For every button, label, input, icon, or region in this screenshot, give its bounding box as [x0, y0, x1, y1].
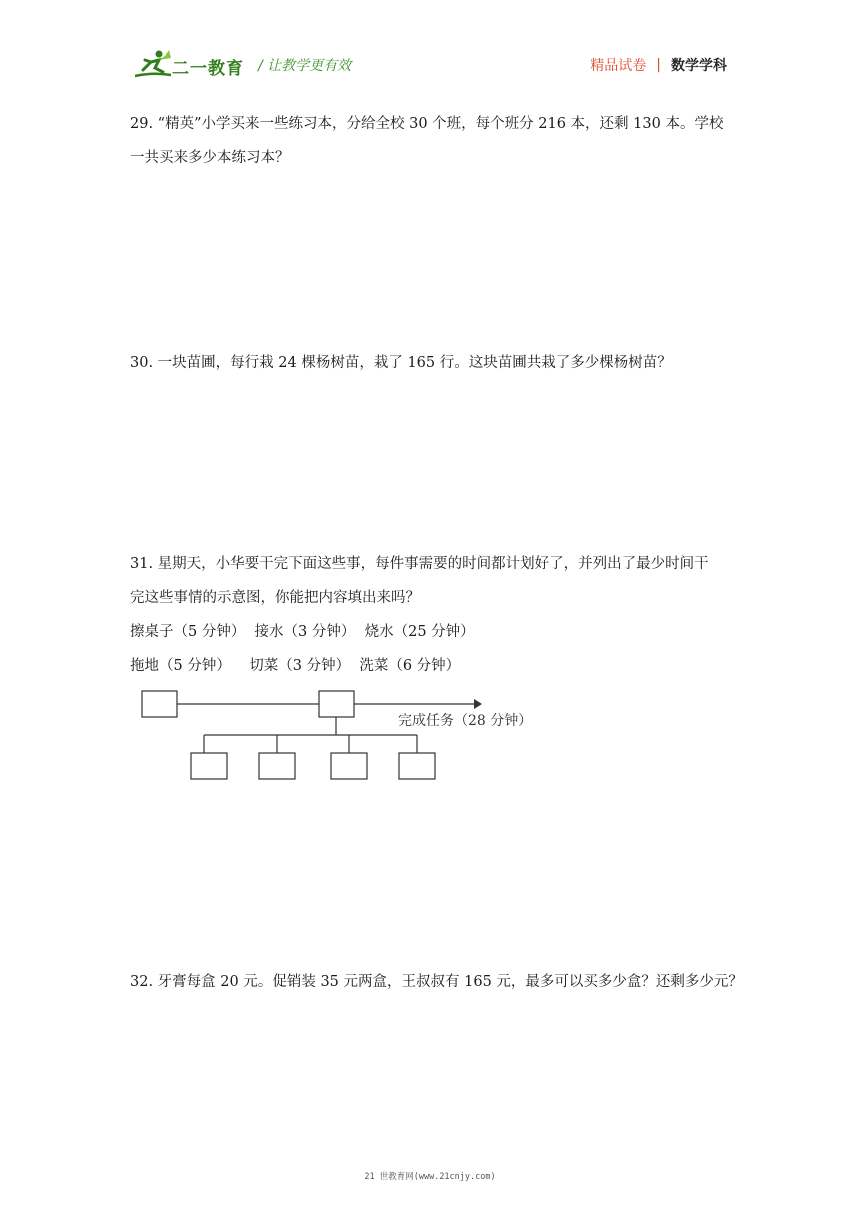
question-31-line-1: 31. 星期天，小华要干完下面这些事，每件事需要的时间都计划好了，并列出了最少时间干 — [130, 556, 709, 572]
page-footer: 21 世教育网(www.21cnjy.com) — [364, 1172, 496, 1182]
arrow-head-icon — [474, 699, 482, 709]
logo-text: 二一教育 — [172, 59, 244, 79]
diagram-complete-label: 完成任务（28 分钟） — [398, 713, 533, 729]
header-separator: | — [656, 57, 661, 73]
question-31-tasks-row-2: 拖地（5 分钟） 切菜（3 分钟） 洗菜（6 分钟） — [130, 658, 461, 674]
header-subject: 数学学科 — [671, 58, 727, 74]
diagram-box-sub-3 — [331, 753, 367, 779]
page-header — [0, 0, 860, 100]
header-right — [590, 55, 727, 75]
header-label: 精品试卷 — [590, 58, 647, 74]
diagram-box-middle — [319, 691, 354, 717]
diagram-box-sub-2 — [259, 753, 295, 779]
diagram-box-sub-1 — [191, 753, 227, 779]
question-32: 32. 牙膏每盒 20 元。促销装 35 元两盒，王叔叔有 165 元，最多可以买多少盒？还剩多少元？ — [130, 974, 743, 990]
header-slogan: / 让教学更有效 — [258, 58, 352, 74]
diagram-box-start — [142, 691, 177, 717]
question-29-line-1: 29. “精英”小学买来一些练习本，分给全校 30 个班，每个班分 216 本，还剩 130 本。学校 — [130, 116, 724, 132]
question-31-tasks-row-1: 擦桌子（5 分钟） 接水（3 分钟） 烧水（25 分钟） — [130, 624, 475, 640]
question-29-line-2: 一共买来多少本练习本？ — [130, 150, 290, 166]
question-30: 30. 一块苗圃，每行栽 24 棵杨树苗，栽了 165 行。这块苗圃共栽了多少棵杨树苗？ — [130, 355, 672, 371]
diagram-box-sub-4 — [399, 753, 435, 779]
task-flow-diagram — [130, 685, 570, 785]
question-31-line-2: 完这些事情的示意图，你能把内容填出来吗？ — [130, 590, 420, 606]
